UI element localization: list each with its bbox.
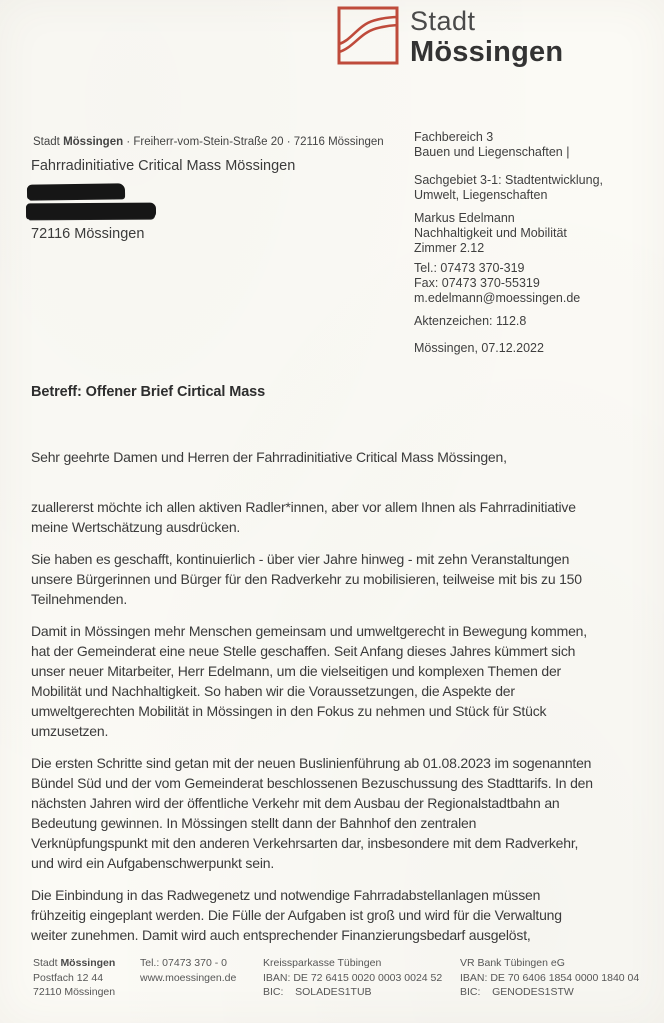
recipient-city: 72116 Mössingen [31,226,145,242]
redacted-address-line-2 [26,203,156,220]
email-line: m.edelmann@moessingen.de [414,291,581,305]
recipient-name: Fahrradinitiative Critical Mass Mössingen [31,158,296,174]
footer-phone: Tel.: 07473 370 - 0 [140,957,227,969]
paragraph-line: nächsten Jahren wird der öffentliche Verkehr mit dem Ausbau der Regionalstadtbahn an [31,795,560,811]
contact-person-name: Markus Edelmann [414,211,515,225]
footer-bank-vrbank [460,956,639,1000]
paragraph-5 [31,885,593,945]
section-line: Sachgebiet 3-1: Stadtentwicklung, [414,173,604,187]
department-line: Bauen und Liegenschaften | [414,145,570,159]
bank-iban: IBAN: DE 70 6406 1854 0000 1840 04 [460,971,640,984]
footer-website: www.moessingen.de [140,971,237,984]
letterhead-logo [337,6,563,67]
bank-name: Kreissparkasse Tübingen [263,957,382,969]
contact-person-role: Nachhaltigkeit und Mobilität [414,226,567,240]
recipient-block [31,158,296,242]
paragraph-line: unsere Bürgerinnen und Bürger für den Radverkehr zu mobilisieren, teilweise mit bis zu 150 [31,571,582,587]
paragraph-line: unser neuer Mitarbeiter, Herr Edelmann, um die vielseitigen und komplexen Themen der [31,663,562,679]
sender-rest: · Freiherr-vom-Stein-Straße 20 · 72116 Mössingen [123,136,384,148]
paragraph-line: Sie haben es geschafft, kontinuierlich - über vier Jahre hinweg - mit zehn Veranstaltungen [31,551,570,567]
bank-iban: IBAN: DE 72 6415 0020 0003 0024 52 [263,971,443,984]
fax-line: Fax: 07473 370-55319 [414,276,540,290]
logo-wordmark [410,6,563,67]
footer-city-prefix: Stadt [33,957,61,969]
logo-text-moessingen: Mössingen [410,36,564,68]
paragraph-line: Damit in Mössingen mehr Menschen gemeinsam und umweltgerecht in Bewegung kommen, [31,623,587,639]
paragraph-line: Die ersten Schritte sind getan mit der neuen Buslinienführung ab 01.08.2023 im sogenannten [31,755,592,771]
contact-person-group [414,211,603,256]
department-line: Fachbereich 3 [414,130,494,144]
paragraph-line: Die Einbindung in das Radwegenetz und notwendige Fahrradabstellanlagen müssen [31,887,541,903]
department-group [414,130,603,160]
paragraph-line: Verknüpfungspunkt mit den anderen Verkehrsarten dar, insbesondere mit dem Radverkehr, [31,835,579,851]
sender-prefix: Stadt [33,136,64,148]
phone-line: Tel.: 07473 370-319 [414,261,525,275]
salutation: Sehr geehrte Damen und Herren der Fahrradinitiative Critical Mass Mössingen, [31,449,507,465]
paragraph-line: Mobilität und Nachhaltigkeit. So haben wir die Voraussetzungen, die Aspekte der [31,683,515,699]
paragraph-1 [31,497,593,537]
subject-line: Betreff: Offener Brief Cirtical Mass [31,384,266,400]
contact-person-room: Zimmer 2.12 [414,241,485,255]
footer-city-bold: Mössingen [60,957,116,969]
contact-details-group [414,261,603,306]
paragraph-line: hat der Gemeinderat eine neue Stelle geschaffen. Seit Anfang dieses Jahres kümmert sich [31,643,576,659]
section-group [414,173,603,203]
bank-bic: BIC: SOLADES1TUB [263,986,372,998]
paragraph-2 [31,549,593,609]
paragraph-line: meine Wertschätzung ausdrücken. [31,519,241,535]
letter-body [31,447,593,957]
footer-pobox: Postfach 12 44 [33,971,104,984]
footer-zip-city: 72110 Mössingen [33,986,116,998]
paragraph-line: und wird ein Aufgabenschwerpunkt sein. [31,855,275,871]
paragraph-4 [31,753,593,873]
paragraph-3 [31,621,593,741]
paragraph-line: Bedeutung gewinnen. In Mössingen stellt dann der Bahnhof den zentralen [31,815,477,831]
sender-city-bold: Mössingen [63,136,124,148]
redacted-address-line-1 [27,183,125,199]
office-info-block [414,130,603,364]
bank-name: VR Bank Tübingen eG [460,957,565,969]
place-and-date: Mössingen, 07.12.2022 [414,341,544,355]
city-square-swoosh-icon [337,6,399,66]
logo-text-stadt: Stadt [410,6,476,36]
paragraph-line: Teilnehmenden. [31,591,128,607]
section-line: Umwelt, Liegenschaften [414,188,548,202]
footer-contact [140,956,236,985]
footer-bank-kreissparkasse [263,956,442,1000]
footer-postal-address [33,956,115,1000]
sender-return-address [33,136,384,148]
paragraph-line: frühzeitig eingeplant werden. Die Fülle der Aufgaben ist groß und wird für die Verwaltung [31,907,562,923]
bank-bic: BIC: GENODES1STW [460,986,574,998]
paragraph-line: umzusetzen. [31,723,109,739]
paragraph-line: zuallererst möchte ich allen aktiven Radler*innen, aber vor allem Ihnen als Fahrradinitiative [31,499,576,515]
footer-city-line [33,956,115,971]
paragraph-line: umweltgerechten Mobilität in Mössingen in den Fokus zu nehmen und Stück für Stück [31,703,547,719]
file-reference: Aktenzeichen: 112.8 [414,314,527,328]
paragraph-line: weiter zunehmen. Damit wird auch entsprechender Finanzierungsbedarf ausgelöst, [31,927,531,943]
paragraph-line: Bündel Süd und der vom Gemeinderat beschlossenen Bezuschussung des Stadttarifs. In den [31,775,593,791]
